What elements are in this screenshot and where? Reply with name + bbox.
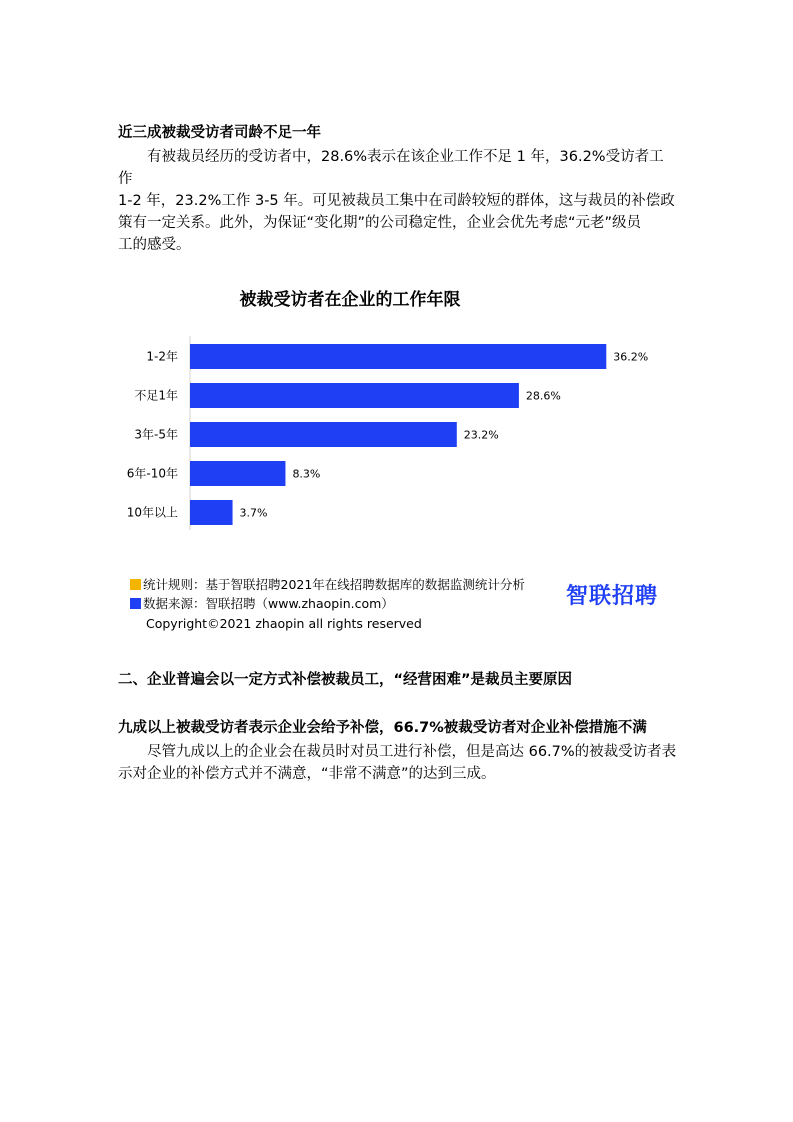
category-label: 不足1年 [134,388,178,403]
stat-rule-note [130,575,525,593]
paragraph-line: 有被裁员经历的受访者中，28.6%表示在该企业工作不足 1 年，36.2%受访者工作 [118,149,664,187]
paragraph-line: 1-2 年，23.2%工作 3-5 年。可见被裁员工集中在司龄较短的群体，这与裁员的补偿政 [118,193,675,209]
value-label: 8.3% [292,467,321,481]
zhaopin-logo: 智联招聘 [566,584,659,609]
bar [190,422,457,447]
bar [190,500,233,525]
chart-title: 被裁受访者在企业的工作年限 [239,290,461,310]
section-heading-compensation: 二、企业普遍会以一定方式补偿被裁员工，“经营困难”是裁员主要原因 [118,672,573,688]
tenure-bar-chart [118,278,678,538]
bar [190,461,285,486]
paragraph-tenure [118,146,678,256]
category-label: 1-2年 [146,349,178,364]
legend-square-yellow [130,579,141,590]
value-label: 23.2% [463,428,499,442]
data-source-text: 数据来源：智联招聘（www.zhaopin.com） [143,596,394,611]
data-source-note [130,594,394,612]
paragraph-dissatisfaction [118,741,678,785]
category-label: 10年以上 [126,505,178,520]
value-label: 3.7% [239,506,268,520]
bar [190,344,606,369]
section-heading-tenure: 近三成被裁受访者司龄不足一年 [118,125,321,141]
bar [190,383,519,408]
value-label: 28.6% [525,389,561,403]
paragraph-line: 策有一定关系。此外，为保证“变化期”的公司稳定性，企业会优先考虑“元老”级员 [118,215,642,231]
section-heading-dissatisfaction: 九成以上被裁受访者表示企业会给予补偿，66.7%被裁受访者对企业补偿措施不满 [118,720,647,736]
value-label: 36.2% [613,350,649,364]
paragraph-line: 示对企业的补偿方式并不满意，“非常不满意”的达到三成。 [118,766,496,782]
copyright-text: Copyright©2021 zhaopin all rights reserved [146,616,422,631]
category-label: 6年-10年 [126,466,178,481]
paragraph-line: 工的感受。 [118,237,191,253]
stat-rule-text: 统计规则：基于智联招聘2021年在线招聘数据库的数据监测统计分析 [143,577,525,592]
category-label: 3年-5年 [134,427,178,442]
legend-square-blue [130,598,141,609]
paragraph-line: 尽管九成以上的企业会在裁员时对员工进行补偿，但是高达 66.7%的被裁受访者表 [147,744,677,760]
